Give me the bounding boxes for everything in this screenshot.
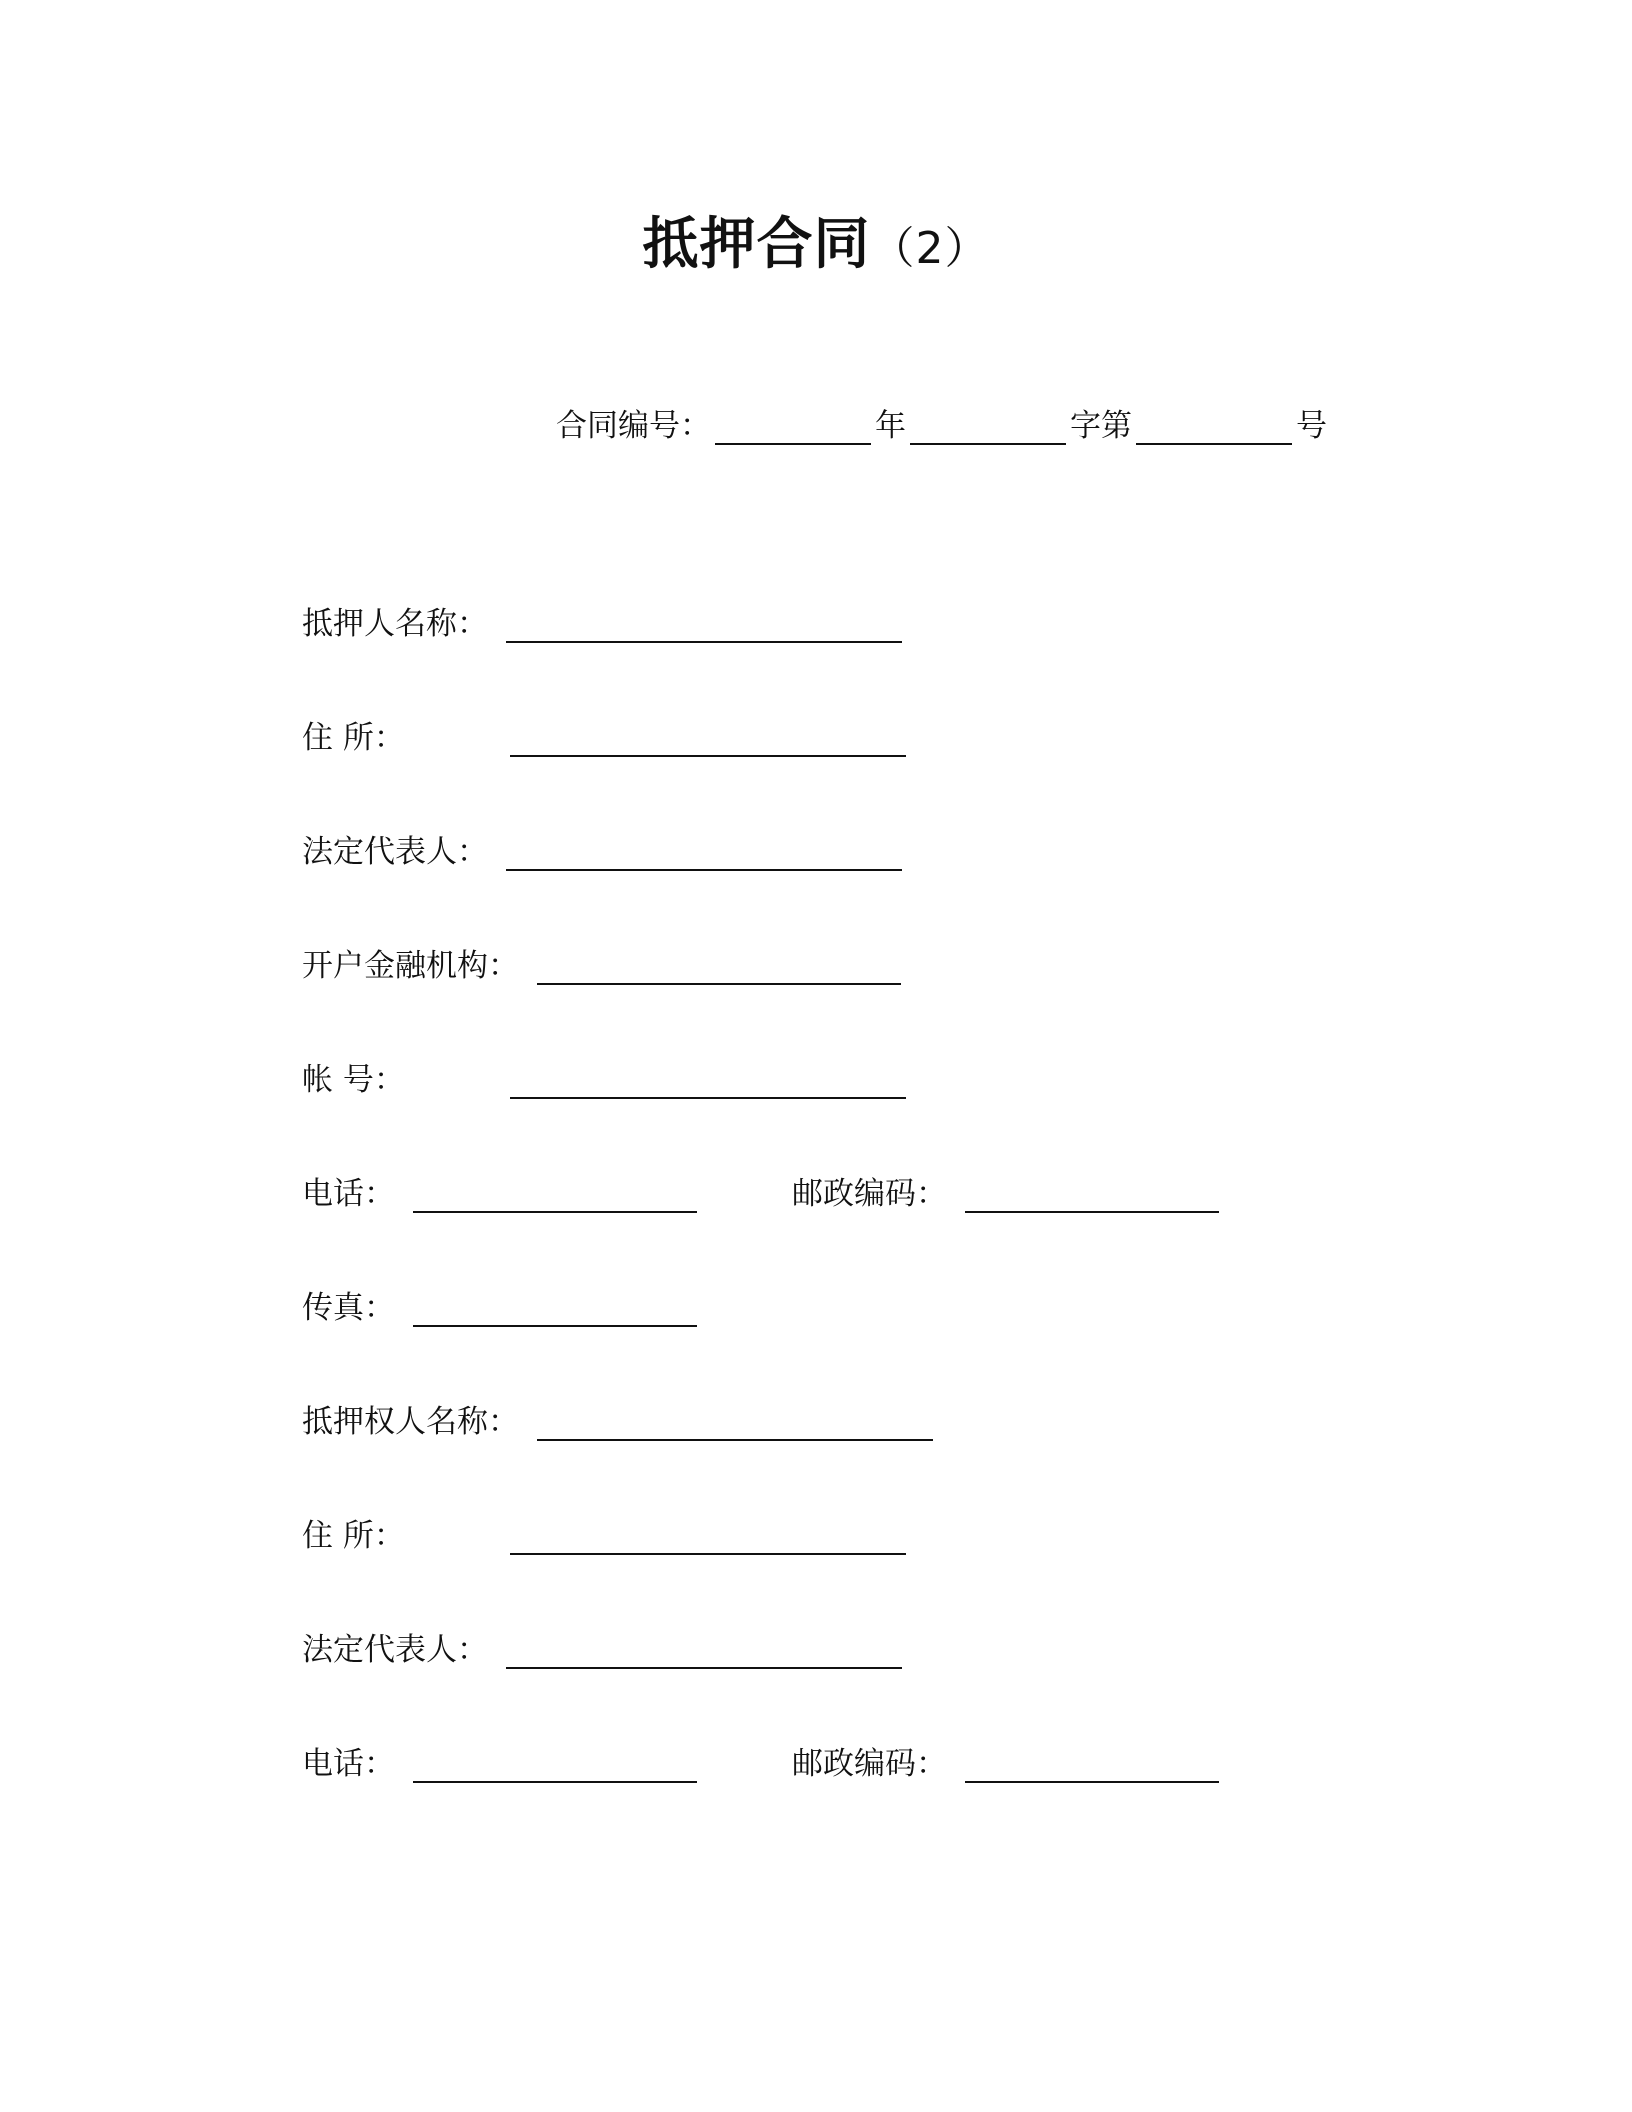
mortgagor-name-row	[302, 598, 902, 643]
mortgagor-postcode-label: 邮政编码：	[792, 1176, 947, 1212]
contract-char-blank[interactable]	[910, 403, 1066, 445]
mortgagor-address-row	[302, 712, 906, 757]
mortgagor-name-label: 抵押人名称：	[302, 606, 488, 642]
contract-char-suffix: 字第	[1070, 408, 1132, 444]
title-main: 抵押合同	[642, 212, 871, 277]
contract-year-suffix: 年	[875, 408, 906, 444]
mortgagee-legal-rep-blank[interactable]	[506, 1627, 902, 1669]
mortgagor-phone-blank[interactable]	[413, 1171, 697, 1213]
mortgagor-address-label-a: 住	[302, 720, 333, 756]
mortgagor-legal-rep-label: 法定代表人：	[302, 834, 488, 870]
mortgagee-postcode-row	[792, 1738, 1219, 1783]
contract-year-blank[interactable]	[715, 403, 871, 445]
mortgagor-name-blank[interactable]	[506, 601, 902, 643]
mortgagor-postcode-blank[interactable]	[965, 1171, 1219, 1213]
mortgagor-fax-row	[302, 1282, 697, 1327]
mortgagee-name-row	[302, 1396, 933, 1441]
mortgagee-address-label-b: 所：	[342, 1518, 405, 1554]
mortgagee-address-blank[interactable]	[510, 1513, 906, 1555]
mortgagor-postcode-row	[792, 1168, 1219, 1213]
mortgagor-bank-label: 开户金融机构：	[302, 948, 519, 984]
mortgagee-phone-row	[302, 1738, 697, 1783]
mortgagee-name-blank[interactable]	[537, 1399, 933, 1441]
mortgagor-address-blank[interactable]	[510, 715, 906, 757]
title-suffix: （2）	[870, 223, 990, 274]
mortgagee-address-label	[302, 1510, 476, 1555]
mortgagee-name-label: 抵押权人名称：	[302, 1404, 519, 1440]
mortgagor-account-label	[302, 1054, 476, 1099]
mortgagee-phone-label: 电话：	[302, 1746, 395, 1782]
mortgagor-legal-rep-blank[interactable]	[506, 829, 902, 871]
mortgagor-account-label-b: 号：	[342, 1062, 405, 1098]
mortgagor-address-label	[302, 712, 476, 757]
contract-number-label: 合同编号：	[556, 408, 711, 444]
mortgagor-account-label-a: 帐	[302, 1062, 333, 1098]
mortgagor-phone-row	[302, 1168, 697, 1213]
mortgagee-postcode-blank[interactable]	[965, 1741, 1219, 1783]
document-title	[0, 200, 1632, 280]
mortgagee-phone-blank[interactable]	[413, 1741, 697, 1783]
mortgagor-bank-row	[302, 940, 901, 985]
mortgagee-legal-rep-label: 法定代表人：	[302, 1632, 488, 1668]
mortgagor-account-blank[interactable]	[510, 1057, 906, 1099]
contract-number-row	[556, 400, 1327, 445]
mortgagor-phone-label: 电话：	[302, 1176, 395, 1212]
mortgagor-address-label-b: 所：	[342, 720, 405, 756]
mortgagee-address-row	[302, 1510, 906, 1555]
mortgagee-legal-rep-row	[302, 1624, 902, 1669]
contract-num-suffix: 号	[1296, 408, 1327, 444]
mortgagor-legal-rep-row	[302, 826, 902, 871]
mortgagor-fax-blank[interactable]	[413, 1285, 697, 1327]
mortgagee-address-label-a: 住	[302, 1518, 333, 1554]
mortgagor-bank-blank[interactable]	[537, 943, 901, 985]
contract-num-blank[interactable]	[1136, 403, 1292, 445]
mortgagor-account-row	[302, 1054, 906, 1099]
mortgagee-postcode-label: 邮政编码：	[792, 1746, 947, 1782]
mortgagor-fax-label: 传真：	[302, 1290, 395, 1326]
